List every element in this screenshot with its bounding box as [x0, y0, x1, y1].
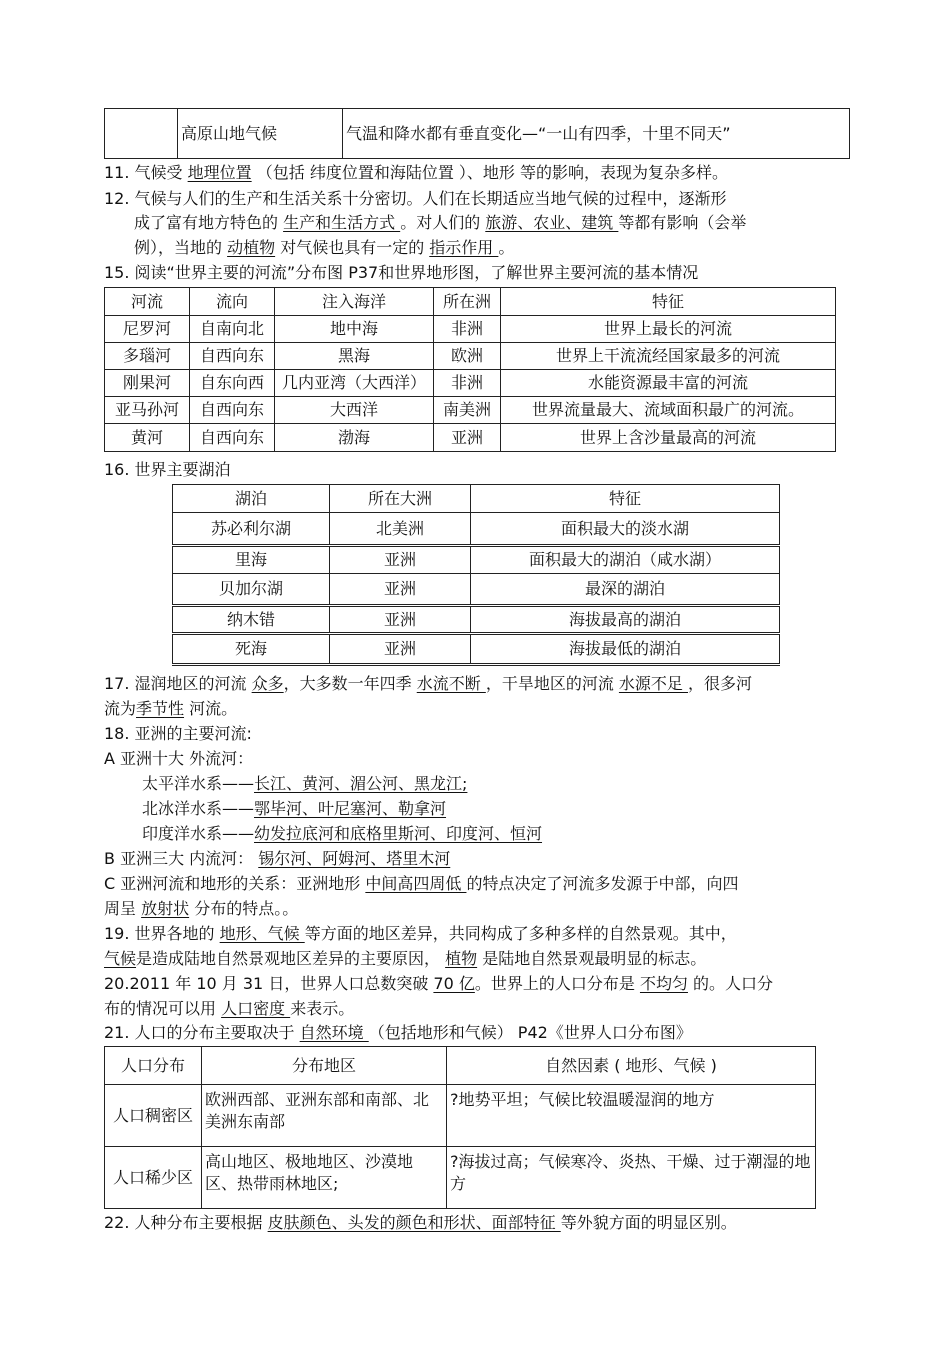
text: 周呈 — [104, 899, 142, 918]
lakes-table — [172, 484, 780, 666]
table-cell: 亚马孙河 — [105, 397, 190, 424]
text: 印度洋水系—— — [142, 824, 255, 843]
answer: 水源不足 — [618, 674, 689, 693]
lakes-header: 所在大洲 — [330, 485, 471, 513]
table-cell: ?海拔过高；气候寒冷、炎热、干燥、过于潮湿的地方 — [447, 1147, 816, 1209]
table-row — [105, 316, 836, 343]
answer: 中间高四周低 — [365, 874, 467, 893]
paragraph-15-title: 15. 阅读“世界主要的河流”分布图 P37和世界地形图，了解世界主要河流的基本情况 — [104, 263, 699, 282]
table-row — [173, 606, 780, 634]
answer: 众多 — [251, 674, 284, 693]
text: 北冰洋水系—— — [142, 799, 255, 818]
text: 是陆地自然景观最明显的标志。 — [477, 949, 707, 968]
table-cell: 海拔最高的湖泊 — [471, 606, 780, 634]
table-cell: 亚洲 — [330, 574, 471, 606]
answer: 锡尔河、阿姆河、塔里木河 — [258, 849, 451, 868]
paragraph-18-title: 18. 亚洲的主要河流: — [104, 724, 252, 743]
text: B 亚洲三大 内流河： — [104, 849, 259, 868]
table-cell: 亚洲 — [330, 634, 471, 665]
table-cell: 死海 — [173, 634, 330, 665]
text: 流为 — [104, 699, 137, 718]
text: 等都有影响（会举 — [618, 213, 747, 232]
population-header: 分布地区 — [202, 1047, 447, 1085]
table-cell: 黑海 — [275, 343, 434, 370]
paragraph-12-line3 — [134, 237, 514, 259]
answer: 皮肤颜色、头发的颜色和形状、面部特征 — [267, 1213, 561, 1232]
table-cell: 面积最大的淡水湖 — [471, 513, 780, 546]
table-cell: 自西向东 — [190, 397, 275, 424]
answer: 地理位置 — [187, 163, 252, 182]
rivers-header: 河流 — [105, 288, 190, 316]
answer: 自然环境 — [299, 1023, 369, 1042]
rivers-header: 所在洲 — [434, 288, 501, 316]
answer: 动植物 — [227, 238, 276, 257]
text: （包括 纬度位置和海陆位置 ）、地形 等的影响，表现为复杂多样。 — [251, 163, 728, 182]
answer: 植物 — [445, 949, 478, 968]
table-cell: 苏必利尔湖 — [173, 513, 330, 546]
climate-type-cell: 高原山地气候 — [178, 109, 343, 159]
table-cell: 自东向西 — [190, 370, 275, 397]
text: ，大多数一年四季 — [283, 674, 417, 693]
text: 的。人口分 — [687, 974, 774, 993]
table-cell: 自西向东 — [190, 424, 275, 452]
table-row — [105, 1147, 816, 1209]
table-cell: 里海 — [173, 546, 330, 574]
text: 。 — [498, 238, 515, 257]
rivers-table — [104, 287, 836, 452]
paragraph-11 — [104, 162, 728, 184]
table-cell: 面积最大的湖泊（咸水湖） — [471, 546, 780, 574]
text: 19. 世界各地的 — [104, 924, 220, 943]
text: 等外貌方面的明显区别。 — [560, 1213, 737, 1232]
text: 。对人们的 — [400, 213, 486, 232]
text: 是造成陆地自然景观地区差异的主要原因， — [136, 949, 446, 968]
table-cell: 纳木错 — [173, 606, 330, 634]
table-row — [105, 424, 836, 452]
text: （包括地形和气候） P42《世界人口分布图》 — [368, 1023, 692, 1042]
table-cell: 南美洲 — [434, 397, 501, 424]
arctic-system — [142, 798, 446, 820]
table-cell: 北美洲 — [330, 513, 471, 546]
text: 的特点决定了河流多发源于中部，向四 — [466, 874, 739, 893]
paragraph-18-a: A 亚洲十大 外流河： — [104, 749, 254, 768]
climate-cell — [105, 109, 178, 159]
text: 等方面的地区差异，共同构成了多种多样的自然景观。其中， — [304, 924, 737, 943]
table-cell: 刚果河 — [105, 370, 190, 397]
text: 来表示。 — [290, 999, 355, 1018]
paragraph-19-line1 — [104, 923, 737, 945]
climate-table-fragment — [104, 108, 850, 159]
table-cell: 尼罗河 — [105, 316, 190, 343]
text: 成了富有地方特色的 — [134, 213, 284, 232]
paragraph-21 — [104, 1022, 692, 1044]
text: 20.2011 年 10 月 31 日，世界人口总数突破 — [104, 974, 434, 993]
paragraph-20-line1 — [104, 973, 773, 995]
table-cell: 大西洋 — [275, 397, 434, 424]
answer: 水流不断 — [416, 674, 486, 693]
text: 对气候也具有一定的 — [275, 238, 430, 257]
table-row — [173, 574, 780, 606]
table-cell: 人口稀少区 — [105, 1147, 202, 1209]
table-cell: 多瑙河 — [105, 343, 190, 370]
rivers-header: 注入海洋 — [275, 288, 434, 316]
table-cell: 非洲 — [434, 316, 501, 343]
table-cell: 世界流量最大、流域面积最广的河流。 — [501, 397, 836, 424]
table-cell: 自南向北 — [190, 316, 275, 343]
text: 17. 湿润地区的河流 — [104, 674, 252, 693]
paragraph-18-c1 — [104, 873, 738, 895]
population-header: 人口分布 — [105, 1047, 202, 1085]
table-cell: 世界上含沙量最高的河流 — [501, 424, 836, 452]
table-cell: 自西向东 — [190, 343, 275, 370]
rivers-header: 特征 — [501, 288, 836, 316]
text: 太平洋水系—— — [142, 774, 255, 793]
table-cell: 非洲 — [434, 370, 501, 397]
paragraph-18-b — [104, 848, 450, 870]
text: ，很多河 — [688, 674, 753, 693]
paragraph-20-line2 — [104, 998, 354, 1020]
answer: 季节性 — [136, 699, 185, 718]
indian-system — [142, 823, 542, 845]
rivers-header: 流向 — [190, 288, 275, 316]
answer: 长江、黄河、湄公河、黑龙江; — [254, 774, 468, 793]
answer: 旅游、农业、建筑 — [485, 213, 619, 232]
table-row — [105, 397, 836, 424]
answer: 指示作用 — [429, 238, 499, 257]
answer: 人口密度 — [221, 999, 291, 1018]
paragraph-17-line1 — [104, 673, 752, 695]
text: 布的情况可以用 — [104, 999, 222, 1018]
text: 河流。 — [184, 699, 238, 718]
lakes-header: 湖泊 — [173, 485, 330, 513]
answer: 70 亿 — [433, 974, 475, 993]
answer: 气候 — [104, 949, 137, 968]
climate-feature-cell: 气温和降水都有垂直变化—“一山有四季，十里不同天” — [343, 109, 850, 159]
text: 21. 人口的分布主要取决于 — [104, 1023, 300, 1042]
text: 。世界上的人口分布是 — [474, 974, 640, 993]
paragraph-18-c2 — [104, 898, 298, 920]
text: 11. 气候受 — [104, 163, 188, 182]
answer: 鄂毕河、叶尼塞河、勒拿河 — [254, 799, 447, 818]
text: ，干旱地区的河流 — [485, 674, 619, 693]
population-table — [104, 1046, 816, 1209]
table-row — [105, 1085, 816, 1147]
answer: 地形、气候 — [219, 924, 305, 943]
table-cell: 地中海 — [275, 316, 434, 343]
pacific-system — [142, 773, 467, 795]
lakes-header: 特征 — [471, 485, 780, 513]
text: 分布的特点。。 — [189, 899, 299, 918]
table-cell: 水能资源最丰富的河流 — [501, 370, 836, 397]
text: 22. 人种分布主要根据 — [104, 1213, 268, 1232]
answer: 生产和生活方式 — [283, 213, 401, 232]
table-row — [105, 370, 836, 397]
table-cell: 欧洲 — [434, 343, 501, 370]
paragraph-16-title: 16. 世界主要湖泊 — [104, 460, 231, 479]
table-cell: 高山地区、极地地区、沙漠地区、热带雨林地区; — [202, 1147, 447, 1209]
answer: 放射状 — [141, 899, 190, 918]
table-cell: 世界上干流流经国家最多的河流 — [501, 343, 836, 370]
table-cell: 欧洲西部、亚洲东部和南部、北美洲东南部 — [202, 1085, 447, 1147]
table-cell: 几内亚湾（大西洋） — [275, 370, 434, 397]
table-cell: 渤海 — [275, 424, 434, 452]
table-cell: 贝加尔湖 — [173, 574, 330, 606]
table-cell: 黄河 — [105, 424, 190, 452]
table-row — [173, 546, 780, 574]
table-row — [173, 513, 780, 546]
table-cell: 人口稠密区 — [105, 1085, 202, 1147]
paragraph-17-line2 — [104, 698, 237, 720]
table-cell: 亚洲 — [330, 606, 471, 634]
paragraph-12-line2 — [134, 212, 746, 234]
table-cell: ?地势平坦；气候比较温暖湿润的地方 — [447, 1085, 816, 1147]
answer: 不均匀 — [639, 974, 688, 993]
table-cell: 海拔最低的湖泊 — [471, 634, 780, 665]
text: C 亚洲河流和地形的关系：亚洲地形 — [104, 874, 366, 893]
table-cell: 亚洲 — [330, 546, 471, 574]
paragraph-19-line2 — [104, 948, 706, 970]
table-cell: 亚洲 — [434, 424, 501, 452]
table-row — [105, 343, 836, 370]
text: 例），当地的 — [134, 238, 228, 257]
table-row — [173, 634, 780, 665]
table-cell: 最深的湖泊 — [471, 574, 780, 606]
answer: 幼发拉底河和底格里斯河、印度河、恒河 — [254, 824, 543, 843]
table-cell: 世界上最长的河流 — [501, 316, 836, 343]
population-header: 自然因素 ( 地形、气候 ) — [447, 1047, 816, 1085]
paragraph-12-line1: 12. 气候与人们的生产和生活关系十分密切。人们在长期适应当地气候的过程中，逐渐形 — [104, 189, 727, 208]
paragraph-22 — [104, 1212, 737, 1234]
